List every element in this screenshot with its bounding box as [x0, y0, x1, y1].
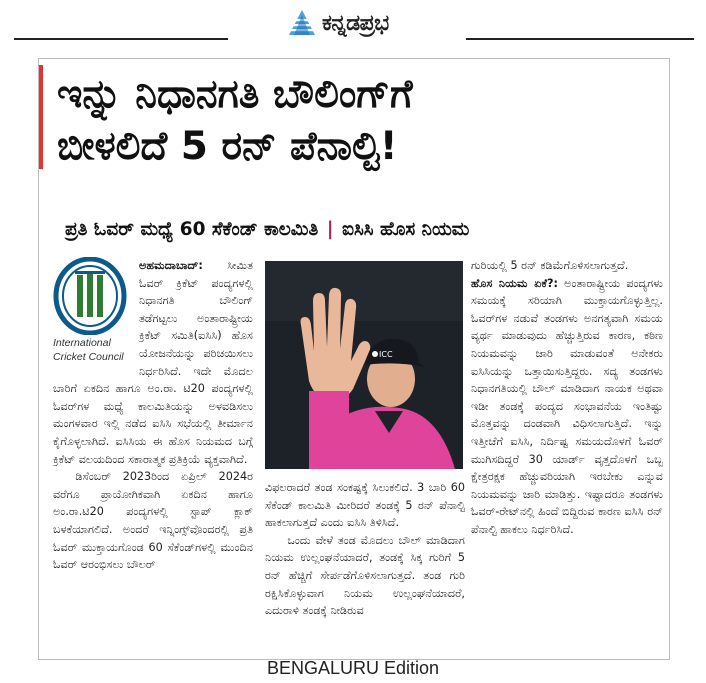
masthead-rule-right: [466, 38, 694, 40]
logo-text: ಕನ್ನಡಪ್ರಭ: [322, 10, 389, 36]
subhead-separator: |: [326, 219, 334, 240]
headline-line-2: ಬೀಳಲಿದೆ 5 ರನ್ ಪೆನಾಲ್ಟಿ!: [57, 124, 398, 169]
headline-accent-bar: [38, 65, 43, 169]
col3-paragraph-2: [471, 275, 663, 539]
masthead: [0, 0, 706, 48]
edition-label: BENGALURU Edition: [266, 658, 440, 678]
icc-emblem-icon: [53, 257, 127, 335]
masthead-rule-left: [14, 38, 228, 40]
subhead-left: ಪ್ರತಿ ಓವರ್ ಮಧ್ಯೆ 60 ಸೆಕೆಂಡ್ ಕಾಲಮಿತಿ: [65, 219, 319, 240]
article-clipping: [38, 58, 670, 660]
byline: ಅಹಮದಾಬಾದ್:: [139, 259, 203, 272]
umpire-photo-icon: [265, 261, 463, 469]
col1-para1-text: ಸೀಮಿತ ಓವರ್ ಕ್ರಿಕೆಟ್ ಪಂದ್ಯಗಳಲ್ಲಿ ನಿಧಾನಗತಿ ಬೌಲಿಂಗ್ ತಡೆಗಟ್ಟಲು ಅಂತಾರಾಷ್ಟ್ರೀಯ ಕ್ರಿಕೆಟ್ ಸಮಿತಿ(ಐಸಿಸಿ) ಹೊಸ ಯೋಜನೆಯನ್ನು ಪರಿಚಯಿಸಲು ನಿರ್ಧರಿಸಿದೆ. ಇದೇ ಮೊದಲ ಬಾರಿಗೆ ಏಕದಿನ ಹಾಗೂ ಅಂ.ರಾ. ಟಿ20 ಪಂದ್ಯಗಳಲ್ಲಿ ಓವರ್‌ಗಳ ಮಧ್ಯೆ ಕಾಲಮಿತಿಯನ್ನು ಅಳವಡಿಸಲು ಮಂಗಳವಾರ ಇಲ್ಲಿ ನಡೆದ ಐಸಿಸಿ ಸಭೆಯಲ್ಲಿ ತೀರ್ಮಾನ ಕೈಗೊಳ್ಳಲಾಗಿದೆ. ಐಸಿಸಿಯ ಈ ಹೊಸ ನಿಯಮದ ಬಗ್ಗೆ ಕ್ರಿಕೆಟ್ ವಲಯದಿಂದ ಸಕಾರಾತ್ಮಕ ಪ್ರತಿಕ್ರಿಯೆ ವ್ಯಕ್ತವಾಗಿದೆ.: [53, 259, 253, 466]
cap-badge-text: ICC: [379, 350, 393, 359]
col1-paragraph-2: ಡಿಸೆಂಬರ್ 2023ರಿಂದ ಏಪ್ರಿಲ್ 2024ರ ವರೆಗೂ ಪ್ರಾಯೋಗಿಕವಾಗಿ ಏಕದಿನ ಹಾಗೂ ಅಂ.ರಾ.ಟಿ20 ಪಂದ್ಯಗಳಲ್ಲಿ ಸ್ಟಾಪ್ ಕ್ಲಾಕ್ ಬಳಕೆಯಾಗಲಿದೆ. ಅಂದರೆ ಇನ್ನಿಂಗ್ಸ್‌ವೊಂದರಲ್ಲಿ ಪ್ರತಿ ಓವರ್ ಮುಕ್ತಾಯಗೊಂಡ 60 ಸೆಕೆಂಡ್‌ಗಳಲ್ಲಿ ಮುಂದಿನ ಓವರ್ ಆರಂಭಿಸಲು ಬೌಲರ್: [53, 470, 253, 572]
col2-paragraph-1: ವಿಫಲರಾದರೆ ತಂಡ ಸಂಕಷ್ಟಕ್ಕೆ ಸಿಲುಕಲಿದೆ. 3 ಬಾರಿ 60 ಸೆಕೆಂಡ್ ಕಾಲಮಿತಿ ಮೀರಿದರೆ ತಂಡಕ್ಕೆ 5 ರನ್ ಪೆನಾಲ್ಟಿ ಹಾಕಲಾಗುತ್ತದೆ ಎಂದು ಐಸಿಸಿ ತಿಳಿಸಿದೆ.: [265, 481, 465, 530]
subhead-right: ಐಸಿಸಿ ಹೊಸ ನಿಯಮ: [341, 219, 470, 240]
col3-para2-text: ಅಂತಾರಾಷ್ಟ್ರೀಯ ಪಂದ್ಯಗಳು ಸಮಯಕ್ಕೆ ಸರಿಯಾಗಿ ಮುಕ್ತಾಯಗೊಳ್ಳುತ್ತಿಲ್ಲ. ಓವರ್‌ಗಳ ನಡುವೆ ತಂಡಗಳು ಅನಗತ್ಯವಾಗಿ ಸಮಯ ವ್ಯರ್ಥ ಮಾಡುವುದು ಹೆಚ್ಚುತ್ತಿರುವ ಕಾರಣ, ಕಠಿಣ ನಿಯಮವನ್ನು ಜಾರಿ ಮಾಡುವಂತೆ ಅನೇಕರು ಐಸಿಸಿಯನ್ನು ಒತ್ತಾಯಿಸುತ್ತಿದ್ದರು. ಸದ್ಯ ತಂಡಗಳು ನಿಧಾನಗತಿಯಲ್ಲಿ ಬೌಲ್ ಮಾಡಿದಾಗ ನಾಯಕ ಅಥವಾ ಇಡೀ ತಂಡಕ್ಕೆ ಪಂದ್ಯದ ಸಂಭಾವನೆಯ ಇಂತಿಷ್ಟು ಮೊತ್ತವನ್ನು ದಂಡವಾಗಿ ವಿಧಿಸಲಾಗುತ್ತಿದೆ. ಇನ್ನು ಇತ್ತೀಚೆಗೆ ಐಸಿಸಿ, ನಿರ್ದಿಷ್ಟ ಸಮಯದೊಳಗೆ ಓವರ್ ಮುಗಿಸದಿದ್ದರೆ 30 ಯಾರ್ಡ್ ವೃತ್ತದೊಳಗೆ ಒಬ್ಬ ಕ್ಷೇತ್ರರಕ್ಷಕ ಹೆಚ್ಚುವರಿಯಾಗಿ ಇರಬೇಕು ಎನ್ನುವ ನಿಯಮವನ್ನು ಜಾರಿ ಮಾಡಿತ್ತು. ಇಷ್ಟಾದರೂ ತಂಡಗಳು ಓವರ್-ರೇಟ್‌ನಲ್ಲಿ ಹಿಂದೆ ಬಿದ್ದಿರುವ ಕಾರಣ ಐಸಿಸಿ ರನ್ ಪೆನಾಲ್ಟಿ ಹಾಕಲು ನಿರ್ಧರಿಸಿದೆ.: [471, 276, 663, 536]
article-column-1: [53, 257, 253, 657]
icc-name-line-2: Cricket Council: [53, 351, 124, 363]
col3-paragraph-1: ಗುರಿಯಲ್ಲಿ 5 ರನ್ ಕಡಿಮೆಗೊಳಿಸಲಾಗುತ್ತದೆ.: [471, 259, 629, 272]
icc-name-line-1: International: [53, 337, 111, 349]
article-column-2: [265, 479, 465, 657]
headline-line-1: ಇನ್ನು ನಿಧಾನಗತಿ ಬೌಲಿಂಗ್‌ಗೆ: [57, 72, 413, 117]
headline: [57, 69, 663, 173]
umpire-photo: [265, 261, 463, 469]
col2-paragraph-2: ಒಂದು ವೇಳೆ ತಂಡ ಮೊದಲು ಬೌಲ್ ಮಾಡಿದಾಗ ನಿಯಮ ಉಲ್ಲಂಘನೆಯಾದರೆ, ತಂಡಕ್ಕೆ ಸಿಕ್ಕ ಗುರಿಗೆ 5 ರನ್ ಹೆಚ್ಚಿಗೆ ಸೇರ್ಪಡೆಗೊಳಿಸಲಾಗುತ್ತದೆ. ತಂಡ ಗುರಿ ರಕ್ಷಿಸಿಕೊಳ್ಳುವಾಗ ನಿಯಮ ಉಲ್ಲಂಘನೆಯಾದರೆ, ಎದುರಾಳಿ ತಂಡಕ್ಕೆ ನೀಡಿರುವ: [265, 533, 465, 618]
section-subheading: ಹೊಸ ನಿಯಮ ಏಕೆ?:: [471, 276, 558, 290]
triangle-bars-logo-icon: [288, 9, 316, 37]
publication-logo: [288, 6, 389, 40]
icc-logo: [53, 257, 131, 375]
subheadline: [65, 219, 665, 240]
article-column-3: [471, 257, 663, 657]
